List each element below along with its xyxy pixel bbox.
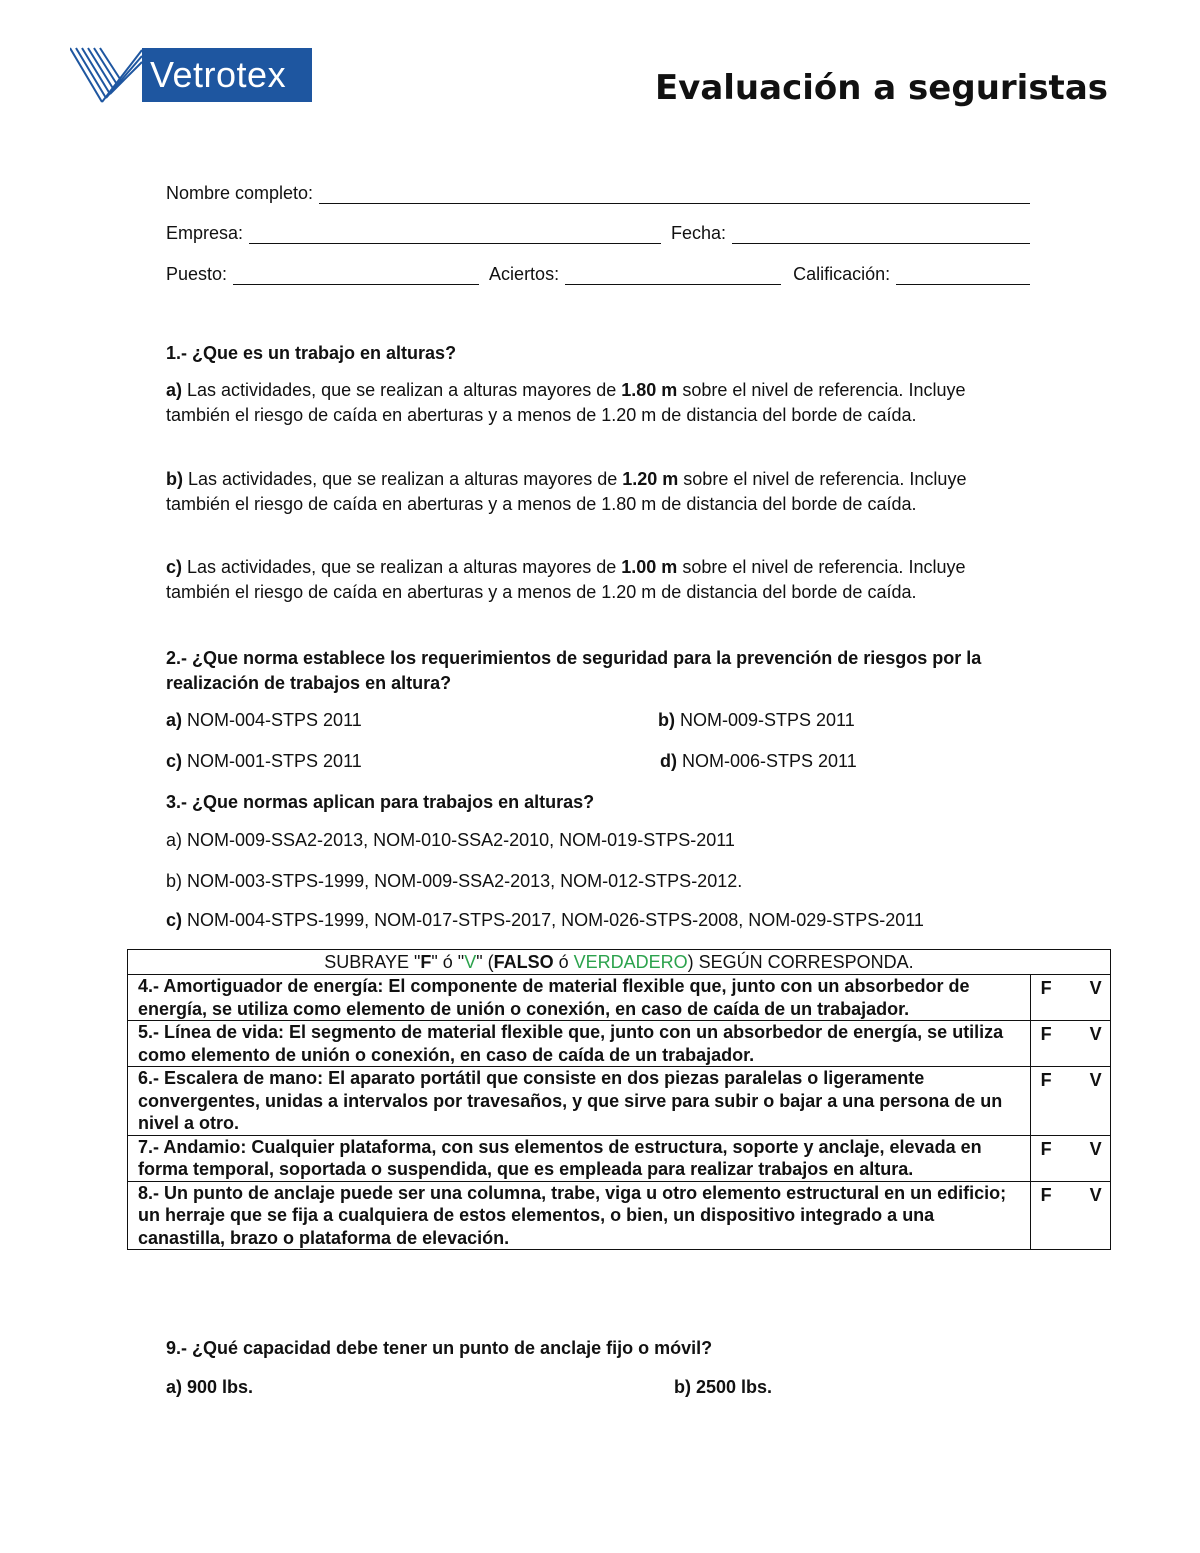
question-3-title: 3.- ¿Que normas aplican para trabajos en alturas?	[166, 792, 595, 812]
instr-text: ó	[553, 952, 574, 972]
option-text: sobre el nivel de referencia. Incluye también el riesgo de caída en aberturas y a menos de 1.20 m de distancia del borde de caída.	[166, 380, 966, 425]
nombre-label: Nombre completo:	[166, 183, 314, 203]
false-option[interactable]: F	[1040, 1184, 1052, 1205]
instr-v: V	[464, 952, 477, 972]
question-1-title: 1.- ¿Que es un trabajo en alturas?	[166, 343, 457, 363]
statement-5: 5.- Línea de vida: El segmento de material flexible que, junto con un absorbedor de energía, se utiliza como elemento de unión o conexión, en caso de caída de un trabajador.	[128, 1021, 1031, 1067]
option-text: NOM-004-STPS 2011	[182, 710, 362, 730]
true-option[interactable]: V	[1089, 978, 1102, 998]
option-letter: c)	[166, 557, 183, 577]
fecha-label: Fecha:	[671, 223, 727, 243]
table-instructions	[128, 950, 1111, 975]
statement-8: 8.- Un punto de anclaje puede ser una columna, trabe, viga u otro elemento estructural en un edificio; un herraje que se fija a cualquiera de estos elementos, o bien, un dispositivo integrado a una canastilla, brazo o plataforma de elevación.	[128, 1181, 1031, 1250]
puesto-field[interactable]	[233, 264, 479, 285]
puesto-label: Puesto:	[166, 264, 228, 284]
answer-cell-7	[1030, 1135, 1110, 1181]
calificacion-field[interactable]	[896, 264, 1030, 285]
option-letter: a)	[166, 380, 183, 400]
true-option[interactable]: V	[1089, 1024, 1102, 1044]
nombre-field[interactable]	[319, 183, 1030, 204]
form-row-puesto	[166, 259, 1030, 285]
option-letter: a)	[166, 830, 183, 850]
option-bold-value: 1.20 m	[622, 469, 679, 489]
option-text: NOM-001-STPS 2011	[182, 751, 362, 771]
table-row	[128, 1021, 1111, 1067]
answer-cell-8	[1030, 1181, 1110, 1250]
question-3-option-c[interactable]	[166, 910, 924, 931]
calificacion-label: Calificación:	[793, 264, 891, 284]
option-text: sobre el nivel de referencia. Incluye también el riesgo de caída en aberturas y a menos de 1.20 m de distancia del borde de caída.	[166, 557, 966, 602]
form-row-empresa	[166, 218, 1030, 244]
question-1-option-a[interactable]	[166, 378, 1006, 427]
question-2-option-a[interactable]	[166, 710, 362, 731]
question-9-option-b[interactable]: b) 2500 lbs.	[674, 1377, 773, 1397]
option-text: NOM-009-STPS 2011	[675, 710, 855, 730]
option-text: NOM-009-SSA2-2013, NOM-010-SSA2-2010, NOM-019-STPS-2011	[182, 830, 735, 850]
option-letter: c)	[166, 751, 183, 771]
empresa-label: Empresa:	[166, 223, 244, 243]
false-option[interactable]: F	[1040, 1024, 1052, 1044]
option-text: sobre el nivel de referencia. Incluye también el riesgo de caída en aberturas y a menos de 1.80 m de distancia del borde de caída.	[166, 469, 967, 514]
instr-verdadero: VERDADERO	[573, 952, 688, 972]
question-9-option-a[interactable]: a) 900 lbs.	[166, 1377, 254, 1397]
question-2-option-d[interactable]	[660, 751, 857, 772]
question-2-title: 2.- ¿Que norma establece los requerimientos de seguridad para la prevención de riesgos por la realización de trabajos en altura?	[166, 648, 982, 693]
option-letter: b)	[166, 871, 183, 891]
question-1-option-b[interactable]	[166, 467, 1006, 516]
option-text: Las actividades, que se realizan a alturas mayores de	[182, 557, 622, 577]
question-2-option-b[interactable]	[658, 710, 855, 731]
instr-text: " (	[476, 952, 494, 972]
true-option[interactable]: V	[1089, 1138, 1102, 1159]
option-text: Las actividades, que se realizan a alturas mayores de	[183, 469, 623, 489]
option-text: Las actividades, que se realizan a alturas mayores de	[182, 380, 622, 400]
aciertos-label: Aciertos:	[489, 264, 560, 284]
option-text: NOM-003-STPS-1999, NOM-009-SSA2-2013, NOM-012-STPS-2012.	[182, 871, 743, 891]
question-3-option-a[interactable]	[166, 830, 735, 851]
logo-stripes-icon	[70, 46, 150, 104]
option-text: NOM-004-STPS-1999, NOM-017-STPS-2017, NOM-026-STPS-2008, NOM-029-STPS-2011	[182, 910, 924, 930]
option-letter: c)	[166, 910, 183, 930]
option-text: NOM-006-STPS 2011	[677, 751, 857, 771]
vetrotex-logo	[70, 46, 314, 104]
question-1-option-c[interactable]	[166, 555, 1006, 604]
true-option[interactable]: V	[1089, 1070, 1102, 1090]
true-option[interactable]: V	[1089, 1184, 1102, 1205]
false-option[interactable]: F	[1040, 978, 1052, 998]
question-2-option-c[interactable]	[166, 751, 362, 772]
option-bold-value: 1.00 m	[621, 557, 678, 577]
logo-text: Vetrotex	[150, 54, 287, 95]
true-false-table	[127, 949, 1111, 1250]
option-bold-value: 1.80 m	[621, 380, 678, 400]
answer-cell-4	[1030, 975, 1110, 1021]
instr-falso: FALSO	[493, 952, 554, 972]
option-letter: a)	[166, 710, 183, 730]
statement-4: 4.- Amortiguador de energía: El componente de material flexible que, junto con un absorbedor de energía, se utiliza como elemento de unión o conexión, en caso de caída de un trabajador.	[128, 975, 1031, 1021]
form-row-nombre	[166, 178, 1030, 204]
option-letter: b)	[166, 469, 183, 489]
instr-text: ) SEGÚN CORRESPONDA.	[687, 952, 914, 972]
statement-6: 6.- Escalera de mano: El aparato portátil que consiste en dos piezas paralelas o ligeramente convergentes, unidas a intervalos por travesaños, y que sirve para subir o bajar a una persona de un nivel a otro.	[128, 1067, 1031, 1136]
instr-text: SUBRAYE "	[324, 952, 421, 972]
document-title: Evaluación a seguristas	[654, 68, 1108, 108]
option-letter: b)	[658, 710, 675, 730]
false-option[interactable]: F	[1040, 1070, 1052, 1090]
answer-cell-5	[1030, 1021, 1110, 1067]
table-row	[128, 1135, 1111, 1181]
question-3-option-b[interactable]	[166, 871, 742, 892]
table-row	[128, 1181, 1111, 1250]
option-letter: d)	[660, 751, 677, 771]
false-option[interactable]: F	[1040, 1138, 1052, 1159]
answer-cell-6	[1030, 1067, 1110, 1136]
instr-f: F	[420, 952, 432, 972]
table-row	[128, 1067, 1111, 1136]
question-9-title: 9.- ¿Qué capacidad debe tener un punto de anclaje fijo o móvil?	[166, 1338, 713, 1358]
table-row	[128, 975, 1111, 1021]
empresa-field[interactable]	[249, 223, 661, 244]
instr-text: " ó "	[431, 952, 465, 972]
statement-7: 7.- Andamio: Cualquier plataforma, con sus elementos de estructura, soporte y anclaje, elevada en forma temporal, soportada o suspendida, que es empleada para realizar trabajos en altura.	[128, 1135, 1031, 1181]
aciertos-field[interactable]	[565, 264, 781, 285]
fecha-field[interactable]	[732, 223, 1030, 244]
